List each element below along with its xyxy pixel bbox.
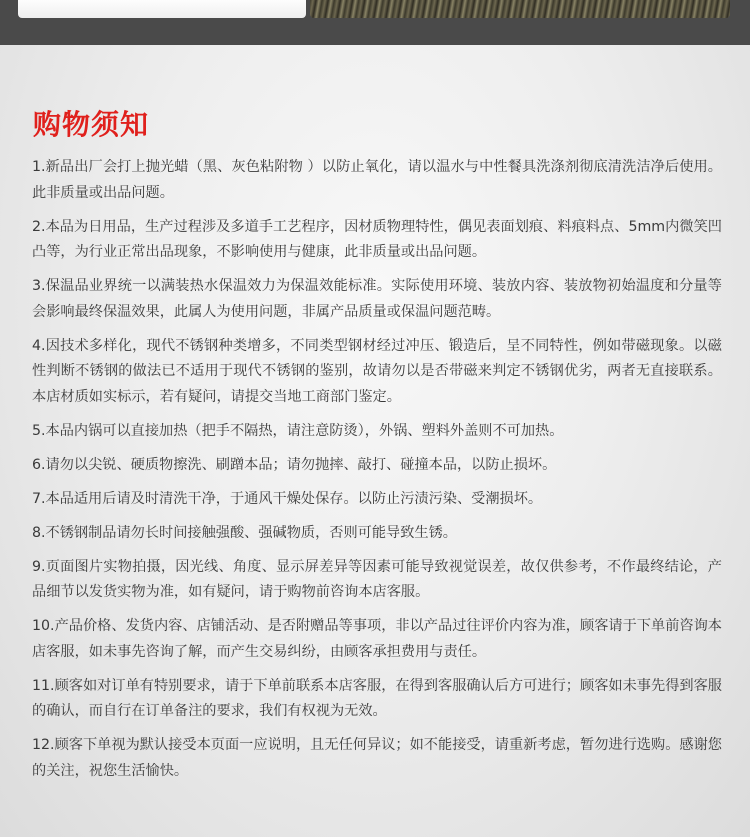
notice-item: 9.页面图片实物拍摄，因光线、角度、显示屏差异等因素可能导致视觉误差，故仅供参考，不作最终结论，产品细节以发货实物为准，如有疑问，请于购物前咨询本店客服。: [32, 558, 722, 600]
notice-item: 3.保温品业界统一以满装热水保温效力为保温效能标准。实际使用环境、装放内容、装放物初始温度和分量等会影响最终保温效果，此属人为使用问题，非属产品质量或保温问题范畴。: [32, 278, 722, 320]
notice-item: 10.产品价格、发货内容、店铺活动、是否附赠品等事项，非以产品过往评价内容为准，顾客请于下单前咨询本店客服，如未事先咨询了解，而产生交易纠纷，由顾客承担费用与责任。: [32, 618, 722, 660]
notice-item: 2.本品为日用品，生产过程涉及多道手工艺程序，因材质物理特性，偶见表面划痕、料痕料点、5mm内微笑凹凸等，为行业正常出品现象，不影响使用与健康，此非质量或出品问题。: [32, 218, 722, 260]
notice-item: 7.本品适用后请及时清洗干净，于通风干燥处保存。以防止污渍污染、受潮损坏。: [32, 490, 543, 507]
notice-item: 6.请勿以尖锐、硬质物擦洗、刷蹭本品；请勿抛摔、敲打、碰撞本品，以防止损坏。: [32, 456, 557, 473]
page-title: 购物须知: [33, 108, 150, 141]
notice-item: 5.本品内锅可以直接加热（把手不隔热，请注意防烫），外锅、塑料外盖则不可加热。: [32, 422, 564, 439]
product-photo-right: [310, 0, 730, 18]
notice-item: 4.因技术多样化，现代不锈钢种类增多，不同类型钢材经过冲压、锻造后，呈不同特性，例如带磁现象。以磁性判断不锈钢的做法已不适用于现代不锈钢的鉴别，故请勿以是否带磁来判定不锈钢优劣，两者无直接联系。本店材质如实标示，若有疑问，请提交当地工商部门鉴定。: [32, 337, 722, 405]
notice-list: [32, 155, 722, 793]
notice-item: 1.新品出厂会打上抛光蜡（黑、灰色粘附物 ）以防止氧化，请以温水与中性餐具洗涤剂彻底清洗洁净后使用。此非质量或出品问题。: [32, 159, 722, 201]
product-photo-left: [18, 0, 306, 18]
notice-item: 8.不锈钢制品请勿长时间接触强酸、强碱物质，否则可能导致生锈。: [32, 524, 457, 541]
product-photo-strip: [0, 0, 750, 45]
notice-item: 11.顾客如对订单有特别要求，请于下单前联系本店客服，在得到客服确认后方可进行；顾客如未事先得到客服的确认，而自行在订单备注的要求，我们有权视为无效。: [32, 677, 722, 719]
notice-item: 12.顾客下单视为默认接受本页面一应说明，且无任何异议；如不能接受，请重新考虑，暂勿进行选购。感谢您的关注，祝您生活愉快。: [32, 737, 722, 779]
